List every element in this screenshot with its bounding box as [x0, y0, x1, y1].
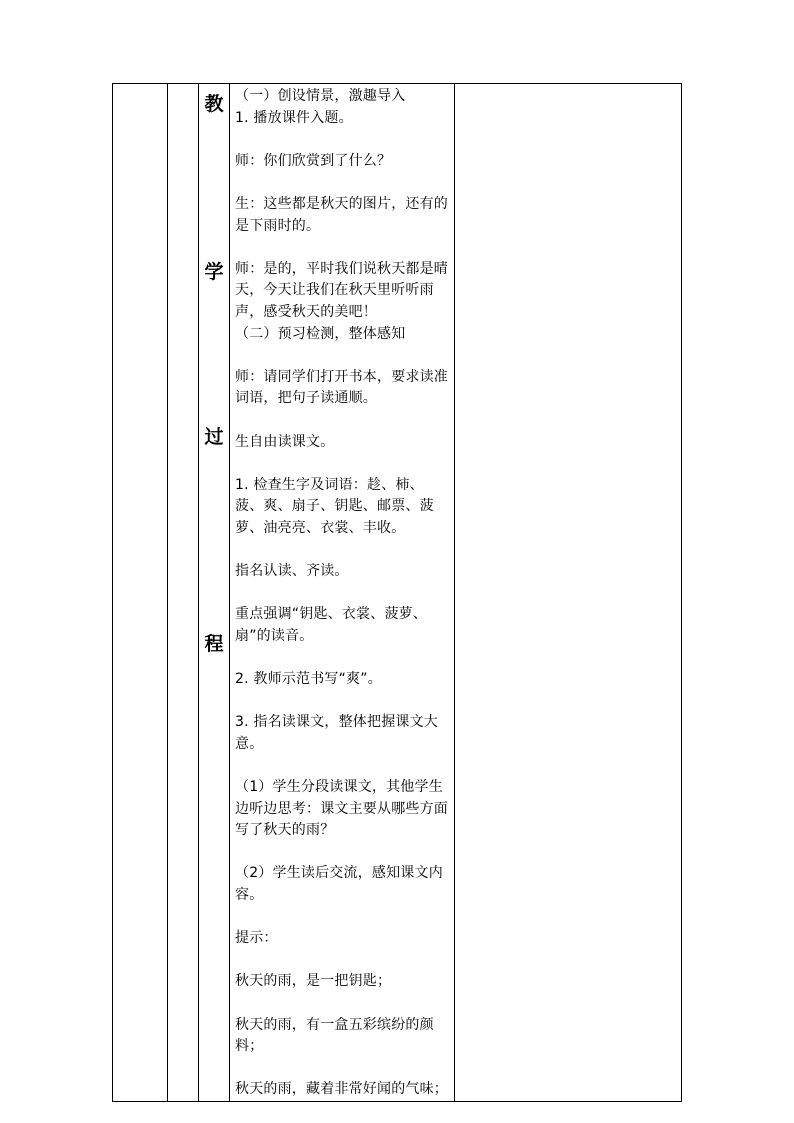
side-label-char: 学: [204, 261, 224, 283]
paragraph: 重点强调“钥匙、衣裳、菠萝、扇”的读音。: [235, 606, 428, 644]
side-label-char: 程: [204, 633, 224, 655]
paragraph: 1. 播放课件入题。: [235, 109, 353, 126]
section-heading: （二）预习检测，整体感知: [235, 325, 406, 342]
blank-notes-column: [455, 84, 682, 1102]
side-label-char: 教: [204, 93, 224, 115]
paragraph: 1. 检查生字及词语：趁、柿、菠、爽、扇子、钥匙、邮票、菠萝、油亮亮、衣裳、丰收。: [235, 476, 434, 536]
paragraph: 师：请同学们打开书本，要求读准词语，把句子读通顺。: [235, 368, 448, 407]
lesson-plan-table: [112, 83, 682, 1102]
paragraph: 秋天的雨，有一盒五彩缤纷的颜料；: [235, 1016, 434, 1055]
paragraph: 指名认读、齐读。: [235, 563, 349, 580]
teaching-process-text: [230, 84, 454, 1101]
paragraph: （1）学生分段读课文，其他学生边听边思考：课文主要从哪些方面写了秋天的雨？: [235, 779, 448, 839]
paragraph: 3. 指名读课文，整体把握课文大意。: [235, 714, 439, 752]
table-row: [113, 84, 682, 1102]
paragraph: 秋天的雨，藏着非常好闻的气味；: [235, 1081, 448, 1098]
paragraph: 生自由读课文。: [235, 433, 335, 450]
section-label-cell: [199, 84, 230, 1102]
blank-column-1: [113, 84, 168, 1102]
paragraph: （2）学生读后交流，感知课文内容。: [235, 865, 443, 903]
paragraph: 师：是的，平时我们说秋天都是晴天，今天让我们在秋天里听听雨声，感受秋天的美吧！: [235, 260, 448, 320]
paragraph: 提示：: [235, 930, 278, 947]
paragraph: 2. 教师示范书写“爽”。: [235, 671, 382, 688]
blank-column-2: [168, 84, 199, 1102]
paragraph: 生：这些都是秋天的图片，还有的是下雨时的。: [235, 195, 448, 234]
teaching-process-cell: [230, 84, 455, 1102]
section-heading: （一）创设情景，激趣导入: [235, 88, 406, 104]
side-label-char: 过: [204, 426, 224, 448]
paragraph: 秋天的雨，是一把钥匙；: [235, 973, 392, 990]
paragraph: 师：你们欣赏到了什么？: [235, 152, 392, 169]
